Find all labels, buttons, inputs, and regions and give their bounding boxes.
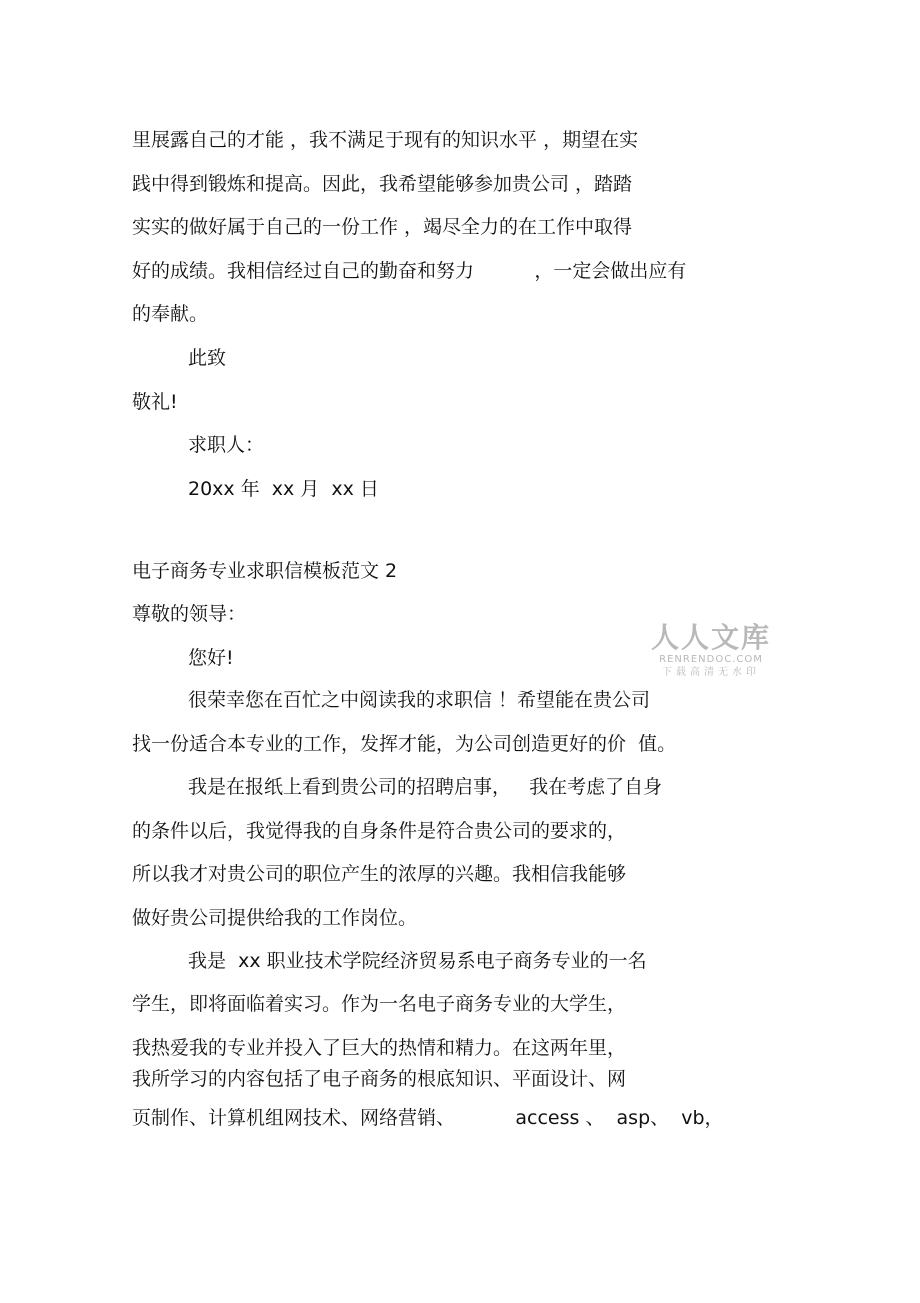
body-line: 很荣幸您在百忙之中阅读我的求职信 ！希望能在贵公司 [188, 689, 651, 711]
body-line: 页制作、计算机组网技术、网络营销、 access 、 asp、 vb， [132, 1107, 724, 1129]
body-line: 里展露自己的才能 ，我不满足于现有的知识水平 ，期望在实 [132, 129, 639, 151]
body-line: 好的成绩。我相信经过自己的勤奋和努力 ，一定会做出应有 [132, 260, 687, 282]
body-line: 践中得到锻炼和提高。因此，我希望能够参加贵公司 ，踏踏 [132, 173, 633, 195]
body-line: 我热爱我的专业并投入了巨大的热情和精力。在这两年里， [132, 1037, 627, 1059]
body-line: 做好贵公司提供给我的工作岗位。 [132, 907, 418, 929]
closing-text: 此致 [188, 347, 227, 369]
body-line: 的条件以后，我觉得我的自身条件是符合贵公司的要求的， [132, 820, 627, 842]
watermark-brand: 人人文库 [650, 621, 771, 654]
greeting-text: 尊敬的领导： [132, 603, 247, 625]
watermark-logo [646, 622, 776, 679]
body-line: 找一份适合本专业的工作，发挥才能，为公司创造更好的价 值。 [132, 733, 677, 755]
hello-text: 您好! [188, 647, 234, 669]
applicant-label: 求职人： [188, 434, 265, 456]
body-line: 我是在报纸上看到贵公司的招聘启事， 我在考虑了自身 [188, 776, 663, 798]
letter-title: 电子商务专业求职信模板范文 2 [132, 560, 398, 582]
watermark-tagline: 下载高清无水印 [662, 667, 760, 678]
watermark-url: RENRENDOC.COM [659, 654, 763, 665]
body-line: 的奉献。 [132, 303, 209, 325]
body-line: 我是 xx 职业技术学院经济贸易系电子商务专业的一名 [188, 950, 647, 972]
date-text: 20xx 年 xx 月 xx 日 [188, 478, 379, 500]
body-line: 学生，即将面临着实习。作为一名电子商务专业的大学生， [132, 993, 627, 1015]
salute-text: 敬礼! [132, 391, 178, 413]
body-line: 所以我才对贵公司的职位产生的浓厚的兴趣。我相信我能够 [132, 863, 627, 885]
body-line: 实实的做好属于自己的一份工作 ，竭尽全力的在工作中取得 [132, 216, 633, 238]
body-line: 我所学习的内容包括了电子商务的根底知识、平面设计、网 [132, 1068, 627, 1090]
